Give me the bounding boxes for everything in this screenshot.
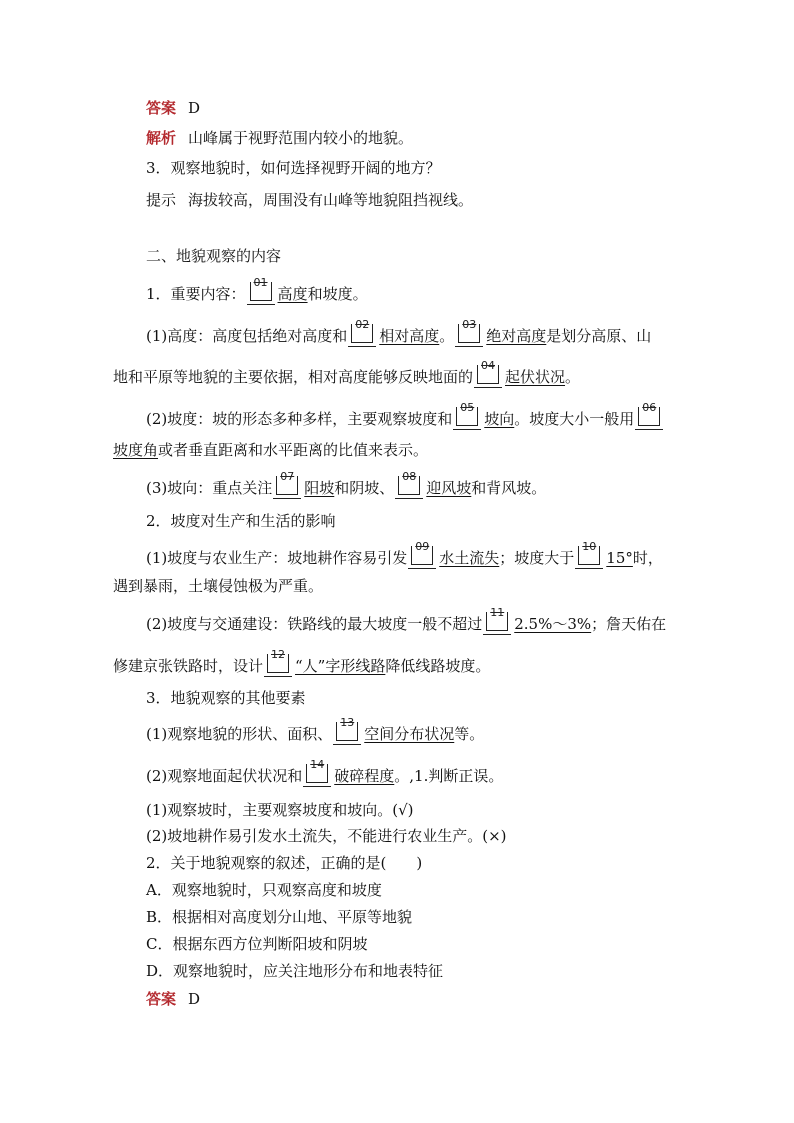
answer-12: “人”字形线路 <box>295 657 386 675</box>
agri-line-1 <box>146 540 663 568</box>
analysis-line <box>146 128 413 148</box>
mcq-answer-label: 答案 <box>146 990 177 1008</box>
answer-11: 2.5%～3% <box>514 615 592 633</box>
item2-title: 2．坡度对生产和生活的影响 <box>146 512 336 530</box>
mcq-option-a: A．观察地貌时，只观察高度和坡度 <box>146 881 382 899</box>
agri-mid: ；坡度大于 <box>499 549 575 567</box>
answer-08: 迎风坡 <box>426 479 472 497</box>
blank-box-10: 10 <box>578 546 600 568</box>
blank-box-04: 04 <box>477 365 499 387</box>
slope-mid: 。坡度大小一般用 <box>514 410 635 428</box>
mcq-question: 2．关于地貌观察的叙述，正确的是( ) <box>146 854 423 872</box>
answer-07: 阳坡 <box>304 479 335 497</box>
hint-label: 提示 <box>146 191 177 209</box>
analysis-text: 山峰属于视野范围内较小的地貌。 <box>188 129 414 147</box>
answer-04: 起伏状况 <box>505 368 566 386</box>
aspect-line <box>146 470 547 498</box>
item1-prefix: 1．重要内容： <box>146 285 246 303</box>
blank-box-07: 07 <box>276 476 298 498</box>
mcq-answer-value: D <box>188 990 201 1008</box>
mcq-answer-line <box>146 989 200 1009</box>
traffic-suffix: ；詹天佑在 <box>591 615 667 633</box>
other2-prefix: (2)观察地面起伏状况和 <box>146 767 303 785</box>
section-title: 二、地貌观察的内容 <box>146 247 282 265</box>
answer-14: 破碎程度 <box>334 767 395 785</box>
mcq-option-b: B．根据相对高度划分山地、平原等地貌 <box>146 908 413 926</box>
answer-label: 答案 <box>146 99 177 117</box>
other1-prefix: (1)观察地貌的形状、面积、 <box>146 725 333 743</box>
item1-suffix: 和坡度。 <box>307 285 368 303</box>
hint-text: 海拔较高，周围没有山峰等地貌阻挡视线。 <box>188 191 474 209</box>
judge-statement-1: (1)观察坡时，主要观察坡度和坡向。(√) <box>146 801 414 819</box>
answer-01: 高度 <box>277 285 308 303</box>
judge-statement-2: (2)坡地耕作易引发水土流失，不能进行农业生产。(×) <box>146 827 507 845</box>
slope-line-1 <box>146 401 666 429</box>
slope-prefix: (2)坡度：坡的形态多种多样，主要观察坡度和 <box>146 410 453 428</box>
item1-line <box>146 276 368 304</box>
height-line2-prefix: 地和平原等地貌的主要依据，相对高度能够反映地面的 <box>113 368 474 386</box>
agri-prefix: (1)坡度与农业生产：坡地耕作容易引发 <box>146 549 408 567</box>
traffic-line-1 <box>146 606 667 634</box>
other2-line <box>146 758 504 786</box>
height-suffix: 是划分高原、山 <box>546 327 652 345</box>
height-line2-suffix: 。 <box>565 368 581 386</box>
traffic-line2-prefix: 修建京张铁路时，设计 <box>113 657 264 675</box>
other2-suffix: 。,1.判断正误。 <box>394 767 504 785</box>
mcq-option-c: C．根据东西方位判断阳坡和阴坡 <box>146 935 368 953</box>
agri-suffix: 时， <box>632 549 663 567</box>
blank-box-12: 12 <box>267 654 289 676</box>
blank-box-02: 02 <box>351 324 373 346</box>
height-mid: 。 <box>439 327 455 345</box>
traffic-line-2 <box>113 648 491 676</box>
blank-box-13: 13 <box>336 722 358 744</box>
aspect-prefix: (3)坡向：重点关注 <box>146 479 273 497</box>
blank-box-08: 08 <box>398 476 420 498</box>
answer-13: 空间分布状况 <box>364 725 455 743</box>
answer-value: D <box>188 99 201 117</box>
answer-line-prev <box>146 98 200 118</box>
blank-box-06: 06 <box>638 407 660 429</box>
aspect-suffix: 和背风坡。 <box>471 479 547 497</box>
blank-box-14: 14 <box>306 764 328 786</box>
agri-line-2: 遇到暴雨，土壤侵蚀极为严重。 <box>113 577 324 595</box>
blank-box-05: 05 <box>456 407 478 429</box>
answer-02: 相对高度 <box>379 327 440 345</box>
other1-line <box>146 716 485 744</box>
blank-box-11: 11 <box>486 612 508 634</box>
height-line-2 <box>113 359 581 387</box>
slope-line2-suffix: 或者垂直距离和水平距离的比值来表示。 <box>158 441 429 459</box>
traffic-prefix: (2)坡度与交通建设：铁路线的最大坡度一般不超过 <box>146 615 483 633</box>
height-prefix: (1)高度：高度包括绝对高度和 <box>146 327 348 345</box>
analysis-label: 解析 <box>146 129 177 147</box>
aspect-mid: 和阴坡、 <box>334 479 395 497</box>
blank-box-09: 09 <box>411 546 433 568</box>
mcq-option-d: D．观察地貌时，应关注地形分布和地表特征 <box>146 962 444 980</box>
answer-03: 绝对高度 <box>486 327 547 345</box>
blank-box-03: 03 <box>458 324 480 346</box>
answer-09: 水土流失 <box>439 549 500 567</box>
height-line-1 <box>146 318 652 346</box>
answer-10: 15° <box>606 549 633 567</box>
question-3: 3．观察地貌时，如何选择视野开阔的地方？ <box>146 159 441 177</box>
slope-line-2 <box>113 440 428 460</box>
hint-line <box>146 190 473 210</box>
item3-title: 3．地貌观察的其他要素 <box>146 689 306 707</box>
answer-05: 坡向 <box>484 410 515 428</box>
blank-box-01: 01 <box>250 282 272 304</box>
other1-suffix: 等。 <box>454 725 485 743</box>
answer-06: 坡度角 <box>113 441 159 459</box>
traffic-line2-suffix: 降低线路坡度。 <box>385 657 491 675</box>
